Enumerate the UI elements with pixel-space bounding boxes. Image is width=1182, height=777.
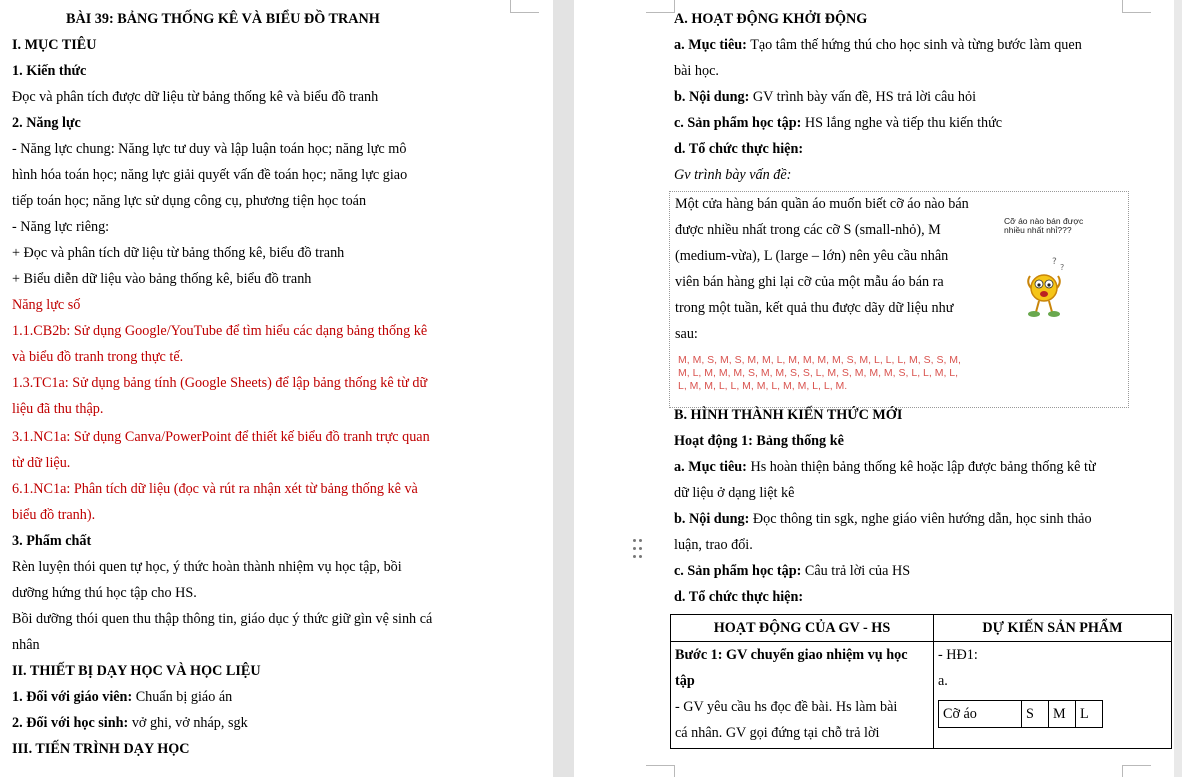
paragraph bbox=[674, 562, 910, 580]
table-cell-product bbox=[934, 642, 1172, 749]
digital-competency-item: liệu đã thu thập. bbox=[12, 401, 104, 417]
paragraph bbox=[12, 714, 248, 732]
text: HS lắng nghe và tiếp thu kiến thức bbox=[801, 115, 1003, 131]
digital-competency-item: từ dữ liệu. bbox=[12, 455, 71, 471]
text: vở ghi, vở nháp, sgk bbox=[128, 715, 248, 731]
paragraph bbox=[674, 88, 976, 106]
step-heading: Bước 1: GV chuyển giao nhiệm vụ học bbox=[675, 647, 908, 663]
paragraph: - Năng lực chung: Năng lực tư duy và lập luận toán học; năng lực mô bbox=[12, 141, 407, 157]
digital-competency-item: biểu đồ tranh). bbox=[12, 507, 96, 523]
label: c. Sản phẩm học tập: bbox=[674, 563, 802, 579]
product-text: - HĐ1: bbox=[938, 647, 978, 663]
size-table bbox=[938, 700, 1103, 728]
corner-mark bbox=[1122, 765, 1151, 777]
section-heading: III. TIẾN TRÌNH DẠY HỌC bbox=[12, 741, 190, 757]
size-table-cell: L bbox=[1076, 701, 1103, 728]
digital-competency-item: và biểu đồ tranh trong thực tế. bbox=[12, 349, 184, 365]
scenario-line: (medium-vừa), L (large – lớn) nên yêu cầu nhân bbox=[675, 248, 949, 264]
product-text: a. bbox=[938, 673, 948, 689]
data-sequence-line: L, M, M, L, L, M, M, L, M, M, L, L, M. bbox=[678, 380, 848, 392]
text: Hs hoàn thiện bảng thống kê hoặc lập được bảng thống kê từ bbox=[746, 459, 1096, 475]
corner-mark bbox=[1122, 0, 1151, 13]
paragraph: + Đọc và phân tích dữ liệu từ bảng thống kê, biểu đồ tranh bbox=[12, 245, 345, 261]
data-sequence-line: M, L, M, M, M, S, M, M, S, S, L, M, S, M, M, M, S, L, L, M, L, bbox=[678, 367, 959, 379]
paragraph bbox=[674, 36, 1082, 54]
digital-competency-item: 6.1.NC1a: Phân tích dữ liệu (đọc và rút ra nhận xét từ bảng thống kê và bbox=[12, 481, 418, 497]
paragraph: bài học. bbox=[674, 63, 719, 79]
label: b. Nội dung: bbox=[674, 89, 750, 105]
paragraph: Đọc và phân tích được dữ liệu từ bảng thống kê và biểu đồ tranh bbox=[12, 89, 379, 105]
digital-competency-item: 3.1.NC1a: Sử dụng Canva/PowerPoint để thiết kế biểu đồ tranh trực quan bbox=[12, 429, 430, 445]
paragraph bbox=[674, 114, 1002, 132]
paragraph-label: d. Tổ chức thực hiện: bbox=[674, 589, 804, 605]
paragraph: - Năng lực riêng: bbox=[12, 219, 110, 235]
svg-text:?: ? bbox=[1060, 263, 1065, 272]
size-table-cell: S bbox=[1022, 701, 1049, 728]
paragraph-label: d. Tổ chức thực hiện: bbox=[674, 141, 804, 157]
step-heading: tập bbox=[675, 673, 695, 689]
paragraph: dưỡng hứng thú học tập cho HS. bbox=[12, 585, 197, 601]
paragraph: Bồi dưỡng thói quen thu thập thông tin, giáo dục ý thức giữ gìn vệ sinh cá bbox=[12, 611, 433, 627]
document-page-left bbox=[0, 0, 553, 777]
label: c. Sản phẩm học tập: bbox=[674, 115, 802, 131]
size-table-cell: M bbox=[1049, 701, 1076, 728]
digital-competency-heading: Năng lực số bbox=[12, 297, 81, 313]
corner-mark bbox=[510, 0, 539, 13]
scenario-line: trong một tuần, kết quả thu được dãy dữ liệu như bbox=[675, 300, 954, 316]
paragraph: hình hóa toán học; năng lực giải quyết vấn đề toán học; năng lực giao bbox=[12, 167, 408, 183]
paragraph: luận, trao đổi. bbox=[674, 537, 753, 553]
section-heading: II. THIẾT BỊ DẠY HỌC VÀ HỌC LIỆU bbox=[12, 663, 261, 679]
speech-bubble bbox=[1004, 217, 1083, 235]
lesson-title: BÀI 39: BẢNG THỐNG KÊ VÀ BIỂU ĐỒ TRANH bbox=[66, 11, 380, 27]
label: 1. Đối với giáo viên: bbox=[12, 689, 133, 705]
paragraph bbox=[12, 688, 232, 706]
document-page-right bbox=[574, 0, 1174, 777]
label: 2. Đối với học sinh: bbox=[12, 715, 129, 731]
text: GV trình bày vấn đề, HS trả lời câu hỏi bbox=[749, 89, 977, 105]
scenario-line: Một cửa hàng bán quần áo muốn biết cỡ áo nào bán bbox=[675, 196, 969, 212]
paragraph: tiếp toán học; năng lực sử dụng công cụ, phương tiện học toán bbox=[12, 193, 367, 209]
scenario-box bbox=[669, 191, 1129, 408]
table-header-row bbox=[671, 615, 1172, 642]
digital-competency-item: 1.3.TC1a: Sử dụng bảng tính (Google Sheets) để lập bảng thống kê từ dữ bbox=[12, 375, 428, 391]
size-table-row bbox=[939, 701, 1103, 728]
paragraph: + Biểu diễn dữ liệu vào bảng thống kê, biểu đồ tranh bbox=[12, 271, 312, 287]
scenario-line: được nhiều nhất trong các cỡ S (small-nhỏ), M bbox=[675, 222, 941, 238]
thinking-mascot-icon bbox=[1022, 254, 1072, 324]
step-text: cá nhân. GV gọi đứng tại chỗ trả lời bbox=[675, 725, 880, 741]
corner-mark bbox=[646, 765, 675, 777]
bubble-line: nhiều nhất nhỉ??? bbox=[1004, 225, 1072, 235]
paragraph: dữ liệu ở dạng liệt kê bbox=[674, 485, 795, 501]
digital-competency-item: 1.1.CB2b: Sử dụng Google/YouTube để tìm hiểu các dạng bảng thống kê bbox=[12, 323, 428, 339]
section-heading: B. HÌNH THÀNH KIẾN THỨC MỚI bbox=[674, 407, 903, 423]
paragraph: Gv trình bày vấn đề: bbox=[674, 167, 792, 183]
activity-heading: Hoạt động 1: Bảng thống kê bbox=[674, 433, 844, 449]
label: a. Mục tiêu: bbox=[674, 459, 747, 475]
scenario-line: sau: bbox=[675, 326, 698, 342]
subsection-heading: 3. Phẩm chất bbox=[12, 533, 92, 549]
page-gap bbox=[553, 0, 574, 777]
scenario-line: viên bán hàng ghi lại cỡ của một mẫu áo bán ra bbox=[675, 274, 944, 290]
section-heading: A. HOẠT ĐỘNG KHỞI ĐỘNG bbox=[674, 11, 868, 27]
subsection-heading: 1. Kiến thức bbox=[12, 63, 87, 79]
text: Tạo tâm thế hứng thú cho học sinh và từng bước làm quen bbox=[746, 37, 1082, 53]
bubble-line: Cỡ áo nào bán được bbox=[1004, 216, 1084, 226]
paragraph: Rèn luyện thói quen tự học, ý thức hoàn thành nhiệm vụ học tập, bồi bbox=[12, 559, 402, 575]
section-heading: I. MỤC TIÊU bbox=[12, 37, 97, 53]
table-header-product: DỰ KIẾN SẢN PHẨM bbox=[934, 615, 1172, 642]
text: Đọc thông tin sgk, nghe giáo viên hướng dẫn, học sinh thảo bbox=[749, 511, 1092, 527]
paragraph: nhân bbox=[12, 637, 40, 653]
activity-table bbox=[670, 614, 1172, 749]
table-cell-activity bbox=[671, 642, 934, 749]
label: a. Mục tiêu: bbox=[674, 37, 747, 53]
table-header-activity: HOẠT ĐỘNG CỦA GV - HS bbox=[671, 615, 934, 642]
drag-handle-icon[interactable] bbox=[633, 539, 643, 561]
label: b. Nội dung: bbox=[674, 511, 750, 527]
table-row bbox=[671, 642, 1172, 749]
subsection-heading: 2. Năng lực bbox=[12, 115, 81, 131]
step-text: - GV yêu cầu hs đọc đề bài. Hs làm bài bbox=[675, 699, 898, 715]
corner-mark bbox=[646, 0, 675, 13]
svg-text:?: ? bbox=[1052, 257, 1057, 267]
size-table-cell: Cỡ áo bbox=[939, 701, 1022, 728]
text: Chuẩn bị giáo án bbox=[132, 689, 233, 705]
paragraph bbox=[674, 458, 1096, 476]
text: Câu trả lời của HS bbox=[801, 563, 911, 579]
data-sequence-line: M, M, S, M, S, M, M, L, M, M, M, M, S, M, L, L, L, M, S, S, M, bbox=[678, 354, 961, 366]
paragraph bbox=[674, 510, 1092, 528]
